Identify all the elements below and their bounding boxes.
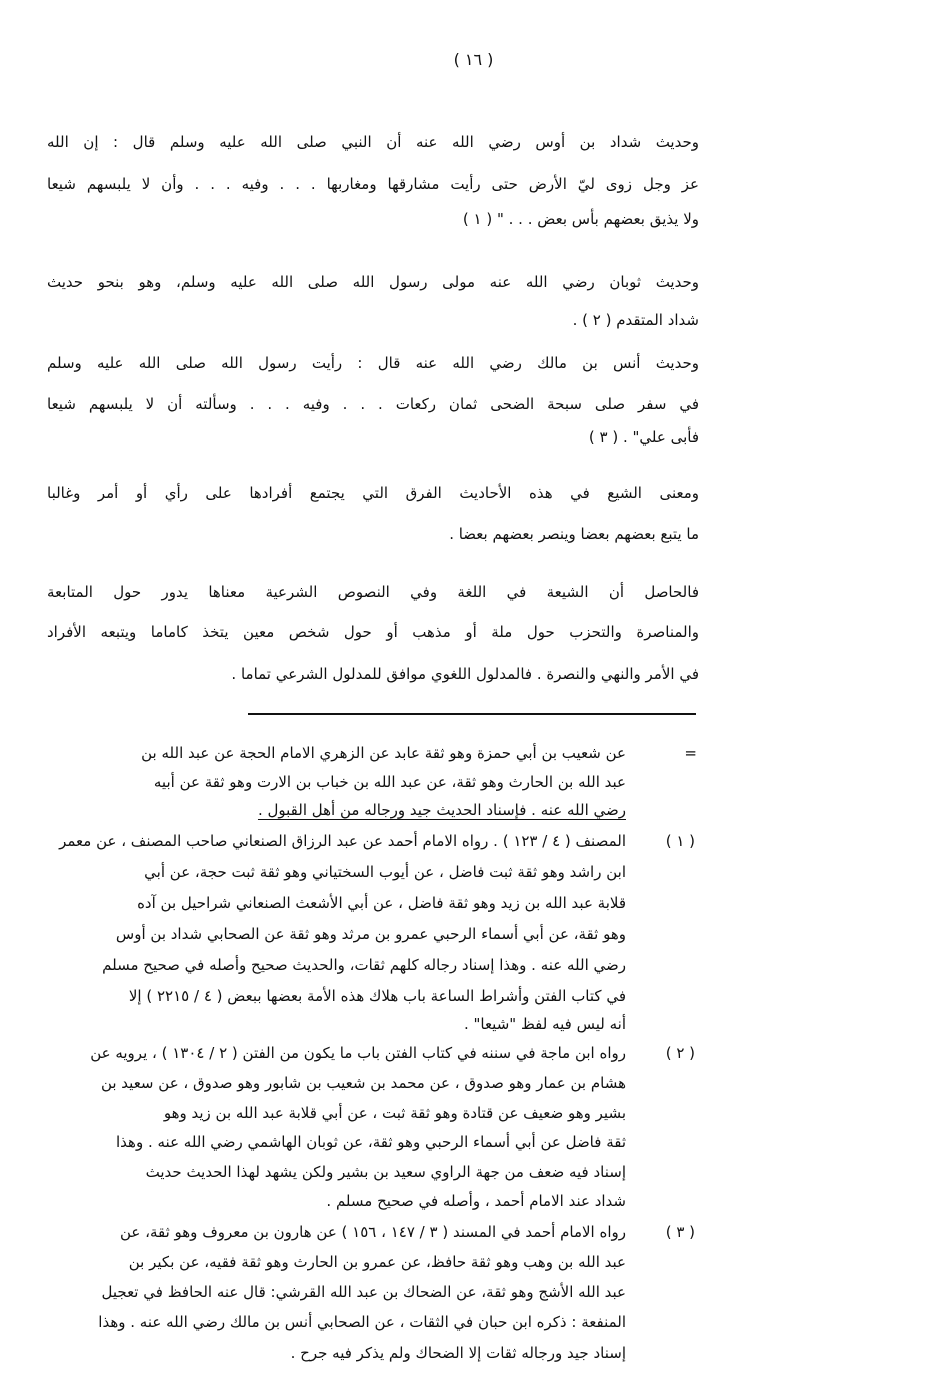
footnote-line: رواه الامام أحمد في المسند ( ٣ / ١٤٧ ، ١٥٦ ) عن هارون بن معروف وهو ثقة، عن: [119, 1223, 626, 1241]
body-line: في الأمر والنهي والنصرة . فالمدلول اللغوي موافق للمدلول الشرعي تماما .: [231, 665, 699, 683]
body-line: وحديث شداد بن أوس رضي الله عنه أن النبي صلى الله عليه وسلم قال : إن الله: [47, 133, 699, 151]
body-line: والمناصرة والتحزب حول ملة أو مذهب أو حول شخص معين يتخذ كاماما ويتبعه الأفراد: [47, 623, 699, 641]
footnote-line: شداد عند الامام أحمد ، وأصله في صحيح مسلم .: [326, 1192, 626, 1210]
body-line: شداد المتقدم ( ٢ ) .: [572, 311, 699, 329]
footnote-line: المنفعة : ذكره ابن حبان في الثقات ، عن الصحابي أنس بن مالك رضي الله عنه . وهذا: [98, 1313, 626, 1331]
continuation-sign: =: [684, 744, 697, 762]
footnote-line: عبد الله الأشج وهو ثقة، عن الضحاك بن عبد الله القرشي: قال عنه الحافظ في تعجيل: [101, 1283, 626, 1301]
footnote-line: عبد الله بن الحارث وهو ثقة، عن عبد الله بن خباب بن الارت وهو ثقة عن أبيه: [153, 773, 626, 791]
footnote-divider: [248, 713, 696, 715]
body-line: وحديث ثوبان رضي الله عنه مولى رسول الله صلى الله عليه وسلم، وهو بنحو حديث: [47, 273, 699, 291]
footnote-marker: ( ٢ ): [665, 1044, 695, 1062]
footnote-marker: ( ١ ): [665, 832, 695, 850]
footnote-line: إسناد جيد ورجاله ثقات إلا الضحاك ولم يذكر فيه جرح .: [290, 1344, 626, 1362]
body-line: وحديث أنس بن مالك رضي الله عنه قال : رأيت رسول الله صلى الله عليه وسلم: [47, 354, 699, 372]
body-line: عز وجل زوى ليّ الأرض حتى رأيت مشارقها ومغاربها . . . وفيه . . . وأن لا يلبسهم شيعا: [47, 175, 699, 193]
body-line: في سفر صلى سبحة الضحى ثمان ركعات . . . وفيه . . . وسألته أن لا يلبسهم شيعا: [47, 395, 699, 413]
footnote-line: وهو ثقة، عن أبي أسماء الرحبي عمرو بن مرثد وهو ثقة عن الصحابي شداد بن أوس: [115, 925, 626, 943]
footnote-line: [257, 798, 626, 822]
body-line: ما يتبع بعضهم بعضا وينصر بعضهم بعضا .: [449, 525, 699, 543]
footnote-line: عن شعيب بن أبي حمزة وهو ثقة عابد عن الزهري الامام الحجة عن عبد الله بن: [141, 744, 626, 762]
footnote-line: قلابة عبد الله بن زيد وهو ثقة فاضل ، عن أبي الأشعث الصنعاني شراحيل بن آده: [137, 894, 626, 912]
body-line: ومعنى الشيع في هذه الأحاديث الفرق التي يجتمع أفرادها على رأي أو أمر وغالبا: [47, 484, 699, 502]
footnote-line: إسناد فيه ضعف من جهة الراوي سعيد بن بشير ولكن يشهد لهذا الحديث حديث: [145, 1163, 626, 1181]
footnote-line: ثقة فاضل عن أبي أسماء الرحبي وهو ثقة، عن ثوبان الهاشمي رضي الله عنه . وهذا: [116, 1133, 626, 1151]
footnote-line: في كتاب الفتن وأشراط الساعة باب هلاك هذه الأمة بعضها ببعض ( ٤ / ٢٢١٥ ) إلا: [128, 987, 626, 1005]
footnote-marker: ( ٣ ): [665, 1223, 695, 1241]
footnote-line: عبد الله بن وهب وهو ثقة حافظ، عن عمرو بن الحارث وهو ثقة فقيه، عن بكير بن: [128, 1253, 626, 1271]
footnote-line: المصنف ( ٤ / ١٢٣ ) . رواه الامام أحمد عن عبد الرزاق الصنعاني صاحب المصنف ، عن معمر: [59, 832, 626, 850]
footnote-line: ابن راشد وهو ثقة ثبت فاضل ، عن أيوب السختياني وهو ثقة ثبت حجة، عن أبي: [144, 863, 626, 881]
page-number: ( ١٦ ): [453, 50, 494, 69]
body-line: ولا يذيق بعضهم بأس بعض . . . " ( ١ ): [462, 210, 699, 228]
footnote-line: رواه ابن ماجة في سننه في كتاب الفتن باب ما يكون من الفتن ( ٢ / ١٣٠٤ ) ، يرويه عن: [90, 1044, 626, 1062]
footnote-line: بشير وهو ضعيف عن قتادة وهو ثقة ثبت ، عن أبي قلابة عبد الله بن زيد وهو: [163, 1104, 626, 1122]
body-line: فالحاصل أن الشيعة في اللغة وفي النصوص الشرعية معناها يدور حول المتابعة: [47, 583, 699, 601]
body-line: فأبى علي" . ( ٣ ): [588, 428, 699, 446]
footnote-line-text: رضي الله عنه . فإسناد الحديث جيد ورجاله من أهل القبول .: [257, 801, 626, 819]
footnote-line: رضي الله عنه . وهذا إسناد رجاله كلهم ثقات، والحديث صحيح وأصله في صحيح مسلم: [102, 956, 626, 974]
footnote-line: أنه ليس فيه لفظ "شيعا" .: [463, 1015, 626, 1033]
footnote-line: هشام بن عمار وهو صدوق ، عن محمد بن شعيب بن شابور وهو صدوق ، عن سعيد بن: [100, 1074, 626, 1092]
